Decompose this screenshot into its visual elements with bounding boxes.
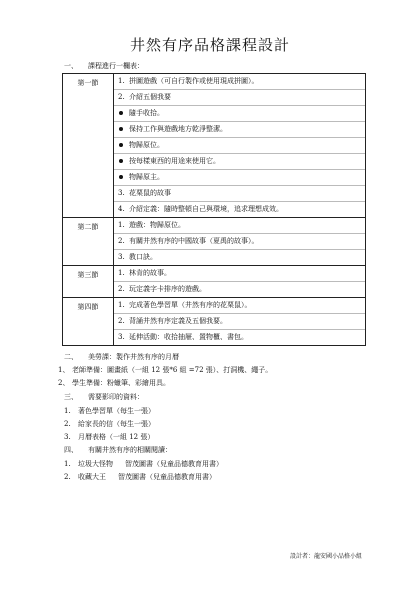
item-number: 2.	[118, 237, 125, 245]
schedule-table	[62, 73, 366, 346]
section-heading: 四、 有關井然有序的相關閱讀：	[64, 446, 172, 454]
bullet-icon	[118, 125, 129, 134]
session-items	[114, 298, 366, 346]
item-number: 2.	[118, 317, 125, 325]
list-item	[114, 106, 365, 122]
item-text: 玩定義字卡排序的遊戲。	[129, 285, 206, 293]
item-number: 3.	[64, 433, 71, 441]
bullet-dot	[119, 111, 123, 115]
section-reading	[58, 445, 362, 482]
schedule-row	[63, 266, 366, 298]
item-text: 林肯的故事。	[129, 269, 171, 277]
item-number: 1.	[118, 269, 125, 277]
list-item	[114, 330, 365, 345]
item-text: 月曆表格（一組 12 張）	[78, 433, 155, 441]
bullet-dot	[119, 175, 123, 179]
bullet-icon	[118, 157, 129, 166]
item-text: 完成著色學習單（井然有序的花栗鼠）。	[129, 301, 252, 309]
list-item	[114, 218, 365, 234]
copy-item	[64, 419, 362, 429]
item-number: 1、	[58, 366, 70, 374]
section-copies	[58, 392, 362, 442]
bullet-dot	[119, 127, 123, 131]
reading-item	[64, 472, 362, 482]
item-number: 2.	[64, 420, 71, 428]
copy-item	[64, 406, 362, 416]
list-item	[114, 298, 365, 314]
bullet-icon	[118, 109, 129, 118]
item-text: 教口訣。	[129, 253, 157, 261]
item-text: 有關井然有序的中國故事（夏禹的故事）。	[129, 237, 259, 245]
list-item	[114, 90, 365, 106]
book-publisher: 智茂圖書（兒童品德教育用書）	[125, 460, 223, 468]
reading-item	[64, 459, 362, 469]
list-item	[114, 202, 365, 217]
art-item	[58, 365, 362, 376]
section-art	[58, 352, 362, 389]
list-item	[114, 154, 365, 170]
session-label: 第二節	[63, 218, 114, 266]
item-number: 1.	[118, 77, 125, 85]
list-item	[114, 250, 365, 265]
bullet-dot	[119, 159, 123, 163]
session-label: 第一節	[63, 74, 114, 218]
list-item	[114, 266, 365, 282]
list-item	[114, 122, 365, 138]
art-item	[58, 378, 362, 389]
item-number: 2.	[118, 93, 125, 101]
item-number: 3.	[118, 333, 125, 341]
book-title: 垃圾大怪物	[78, 460, 113, 468]
item-number: 3.	[118, 253, 125, 261]
session-items	[114, 74, 366, 218]
item-text: 遊戲：物歸原位。	[129, 221, 185, 229]
item-number: 2、	[58, 379, 70, 387]
bullet-icon	[118, 141, 129, 150]
item-text: 保持工作與遊戲地方乾淨整潔。	[129, 125, 227, 133]
item-text: 介紹定義：隨時整頓自己與環境，追求理想成效。	[129, 205, 283, 213]
session-items	[114, 218, 366, 266]
book-title: 收藏大王	[78, 473, 106, 481]
item-text: 背誦井然有序定義及五個我要。	[129, 317, 227, 325]
item-number: 3.	[118, 189, 125, 197]
session-items	[114, 266, 366, 298]
item-number: 1.	[64, 407, 71, 415]
session-label: 第四節	[63, 298, 114, 346]
item-number: 2.	[118, 285, 125, 293]
list-item	[114, 282, 365, 297]
copy-item	[64, 432, 362, 442]
schedule-row	[63, 74, 366, 218]
schedule-row	[63, 298, 366, 346]
item-number: 1.	[118, 221, 125, 229]
list-item	[114, 170, 365, 186]
section-heading: 二、 美勞課：製作井然有序的月曆	[64, 353, 179, 361]
item-text: 物歸原位。	[129, 141, 164, 149]
item-text: 著色學習單（每生一張）	[78, 407, 155, 415]
item-text: 介紹五個我要	[129, 93, 171, 101]
author-credit: 設計者：龍安國小品格小組	[289, 553, 362, 560]
list-item	[114, 74, 365, 90]
list-item	[114, 314, 365, 330]
item-text: 給家長的信（每生一張）	[78, 420, 155, 428]
section-heading: 三、 需要影印的資料：	[64, 393, 144, 401]
item-text: 拼圖遊戲（可自行製作或使用現成拼圖）。	[129, 77, 259, 85]
item-text: 物歸原主。	[129, 173, 164, 181]
item-number: 4.	[118, 205, 125, 213]
item-text: 隨手收拾。	[129, 109, 164, 117]
item-text: 老師準備：圖畫紙（一組 12 張*6 組 =72 張）、打洞機、繩子。	[72, 366, 273, 374]
session-label: 第三節	[63, 266, 114, 298]
list-item	[114, 186, 365, 202]
item-text: 延伸活動：收拾抽屜、置物櫃、書包。	[129, 333, 248, 341]
section-schedule	[58, 61, 362, 346]
item-number: 1.	[118, 301, 125, 309]
list-item	[114, 138, 365, 154]
section-heading: 一、 課程進行一欄表：	[64, 62, 144, 70]
item-number: 1.	[64, 460, 71, 468]
item-text: 學生準備：粉蠟筆、彩繪用具。	[72, 379, 170, 387]
item-text: 按每樣東西的用途來使用它。	[129, 157, 220, 165]
book-publisher: 智茂圖書（兒童品德教育用書）	[118, 473, 216, 481]
item-text: 花栗鼠的故事	[129, 189, 171, 197]
item-number: 2.	[64, 473, 71, 481]
bullet-icon	[118, 173, 129, 182]
bullet-dot	[119, 143, 123, 147]
list-item	[114, 234, 365, 250]
schedule-row	[63, 218, 366, 266]
page-title: 井然有序品格課程設計	[129, 36, 290, 54]
